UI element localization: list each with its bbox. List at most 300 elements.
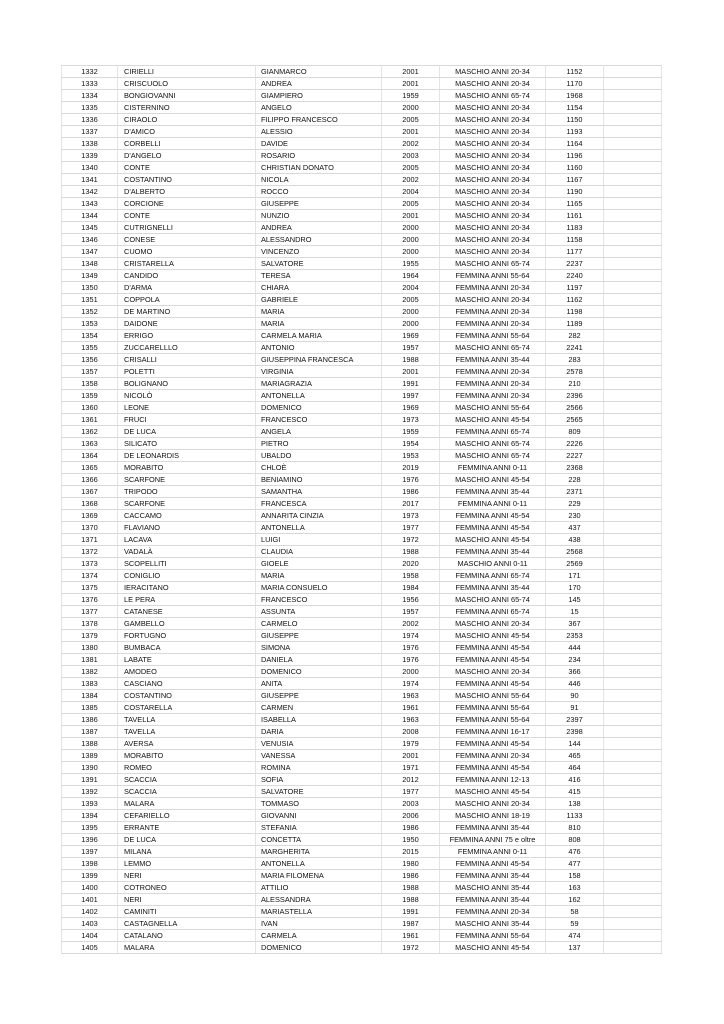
surname-cell: FLAVIANO: [118, 522, 256, 534]
first-name-cell: SOFIA: [256, 774, 382, 786]
birth-year-cell: 2001: [382, 126, 440, 138]
surname-cell: LACAVA: [118, 534, 256, 546]
empty-cell: [604, 834, 662, 846]
empty-cell: [604, 174, 662, 186]
empty-cell: [604, 738, 662, 750]
first-name-cell: TOMMASO: [256, 798, 382, 810]
row-number-cell: 1370: [62, 522, 118, 534]
birth-year-cell: 2019: [382, 462, 440, 474]
category-cell: MASCHIO ANNI 55-64: [440, 402, 546, 414]
birth-year-cell: 2001: [382, 210, 440, 222]
table-row: [62, 714, 662, 726]
table-row: [62, 330, 662, 342]
category-cell: MASCHIO ANNI 20-34: [440, 234, 546, 246]
table-row: [62, 594, 662, 606]
birth-year-cell: 2005: [382, 162, 440, 174]
row-number-cell: 1334: [62, 90, 118, 102]
row-number-cell: 1365: [62, 462, 118, 474]
first-name-cell: DAVIDE: [256, 138, 382, 150]
surname-cell: CONIGLIO: [118, 570, 256, 582]
table-row: [62, 486, 662, 498]
table-row: [62, 198, 662, 210]
row-number-cell: 1343: [62, 198, 118, 210]
first-name-cell: PIETRO: [256, 438, 382, 450]
birth-year-cell: 1986: [382, 822, 440, 834]
birth-year-cell: 2004: [382, 282, 440, 294]
first-name-cell: MARIASTELLA: [256, 906, 382, 918]
code-cell: 2568: [546, 546, 604, 558]
birth-year-cell: 1991: [382, 906, 440, 918]
row-number-cell: 1344: [62, 210, 118, 222]
code-cell: 210: [546, 378, 604, 390]
first-name-cell: ANITA: [256, 678, 382, 690]
birth-year-cell: 1959: [382, 90, 440, 102]
code-cell: 446: [546, 678, 604, 690]
row-number-cell: 1349: [62, 270, 118, 282]
empty-cell: [604, 666, 662, 678]
code-cell: 2396: [546, 390, 604, 402]
table-row: [62, 774, 662, 786]
birth-year-cell: 1955: [382, 258, 440, 270]
code-cell: 808: [546, 834, 604, 846]
empty-cell: [604, 570, 662, 582]
table-row: [62, 162, 662, 174]
empty-cell: [604, 858, 662, 870]
category-cell: FEMMINA ANNI 45-54: [440, 738, 546, 750]
birth-year-cell: 2001: [382, 750, 440, 762]
empty-cell: [604, 162, 662, 174]
empty-cell: [604, 102, 662, 114]
row-number-cell: 1385: [62, 702, 118, 714]
code-cell: 438: [546, 534, 604, 546]
first-name-cell: CONCETTA: [256, 834, 382, 846]
table-row: [62, 606, 662, 618]
code-cell: 59: [546, 918, 604, 930]
surname-cell: CORBELLI: [118, 138, 256, 150]
row-number-cell: 1382: [62, 666, 118, 678]
table-row: [62, 654, 662, 666]
surname-cell: CIRAOLO: [118, 114, 256, 126]
category-cell: MASCHIO ANNI 20-34: [440, 222, 546, 234]
first-name-cell: UBALDO: [256, 450, 382, 462]
first-name-cell: DOMENICO: [256, 402, 382, 414]
row-number-cell: 1337: [62, 126, 118, 138]
surname-cell: CRISTARELLA: [118, 258, 256, 270]
empty-cell: [604, 450, 662, 462]
first-name-cell: MARIA FILOMENA: [256, 870, 382, 882]
birth-year-cell: 2001: [382, 78, 440, 90]
surname-cell: CANDIDO: [118, 270, 256, 282]
birth-year-cell: 1986: [382, 870, 440, 882]
row-number-cell: 1336: [62, 114, 118, 126]
category-cell: MASCHIO ANNI 35-44: [440, 882, 546, 894]
first-name-cell: FRANCESCO: [256, 414, 382, 426]
first-name-cell: VIRGINIA: [256, 366, 382, 378]
row-number-cell: 1387: [62, 726, 118, 738]
empty-cell: [604, 186, 662, 198]
row-number-cell: 1405: [62, 942, 118, 954]
birth-year-cell: 1958: [382, 570, 440, 582]
birth-year-cell: 2002: [382, 174, 440, 186]
first-name-cell: SAMANTHA: [256, 486, 382, 498]
code-cell: 228: [546, 474, 604, 486]
empty-cell: [604, 366, 662, 378]
surname-cell: GAMBELLO: [118, 618, 256, 630]
category-cell: MASCHIO ANNI 18-19: [440, 810, 546, 822]
code-cell: 2237: [546, 258, 604, 270]
birth-year-cell: 1984: [382, 582, 440, 594]
birth-year-cell: 1977: [382, 522, 440, 534]
row-number-cell: 1371: [62, 534, 118, 546]
category-cell: MASCHIO ANNI 65-74: [440, 90, 546, 102]
surname-cell: D'ARMA: [118, 282, 256, 294]
category-cell: FEMMINA ANNI 35-44: [440, 546, 546, 558]
empty-cell: [604, 222, 662, 234]
category-cell: FEMMINA ANNI 35-44: [440, 354, 546, 366]
row-number-cell: 1350: [62, 282, 118, 294]
birth-year-cell: 2008: [382, 726, 440, 738]
birth-year-cell: 2001: [382, 366, 440, 378]
first-name-cell: VENUSIA: [256, 738, 382, 750]
table-row: [62, 390, 662, 402]
empty-cell: [604, 546, 662, 558]
birth-year-cell: 1974: [382, 630, 440, 642]
table-row: [62, 870, 662, 882]
surname-cell: TRIPODO: [118, 486, 256, 498]
surname-cell: D'ALBERTO: [118, 186, 256, 198]
code-cell: 1150: [546, 114, 604, 126]
empty-cell: [604, 534, 662, 546]
code-cell: 809: [546, 426, 604, 438]
category-cell: MASCHIO ANNI 20-34: [440, 198, 546, 210]
first-name-cell: GIOVANNI: [256, 810, 382, 822]
empty-cell: [604, 294, 662, 306]
category-cell: FEMMINA ANNI 55-64: [440, 270, 546, 282]
empty-cell: [604, 390, 662, 402]
code-cell: 474: [546, 930, 604, 942]
surname-cell: BONGIOVANNI: [118, 90, 256, 102]
code-cell: 1198: [546, 306, 604, 318]
first-name-cell: GIUSEPPINA FRANCESCA: [256, 354, 382, 366]
category-cell: MASCHIO ANNI 20-34: [440, 186, 546, 198]
code-cell: 1193: [546, 126, 604, 138]
row-number-cell: 1401: [62, 894, 118, 906]
birth-year-cell: 1961: [382, 930, 440, 942]
surname-cell: CATALANO: [118, 930, 256, 942]
first-name-cell: GIUSEPPE: [256, 690, 382, 702]
surname-cell: CONTE: [118, 210, 256, 222]
empty-cell: [604, 114, 662, 126]
surname-cell: SCARFONE: [118, 474, 256, 486]
table-row: [62, 174, 662, 186]
surname-cell: AVERSA: [118, 738, 256, 750]
surname-cell: CONTE: [118, 162, 256, 174]
category-cell: MASCHIO ANNI 45-54: [440, 474, 546, 486]
category-cell: MASCHIO ANNI 20-34: [440, 294, 546, 306]
birth-year-cell: 2000: [382, 222, 440, 234]
row-number-cell: 1402: [62, 906, 118, 918]
table-row: [62, 102, 662, 114]
empty-cell: [604, 462, 662, 474]
row-number-cell: 1346: [62, 234, 118, 246]
table-row: [62, 78, 662, 90]
category-cell: MASCHIO ANNI 45-54: [440, 942, 546, 954]
first-name-cell: VINCENZO: [256, 246, 382, 258]
surname-cell: DE LUCA: [118, 834, 256, 846]
birth-year-cell: 1953: [382, 450, 440, 462]
surname-cell: SCOPELLITI: [118, 558, 256, 570]
table-row: [62, 702, 662, 714]
row-number-cell: 1364: [62, 450, 118, 462]
table-row: [62, 342, 662, 354]
table-row: [62, 222, 662, 234]
birth-year-cell: 1976: [382, 474, 440, 486]
code-cell: 464: [546, 762, 604, 774]
code-cell: 162: [546, 894, 604, 906]
code-cell: 477: [546, 858, 604, 870]
surname-cell: CACCAMO: [118, 510, 256, 522]
empty-cell: [604, 894, 662, 906]
first-name-cell: LUIGI: [256, 534, 382, 546]
row-number-cell: 1395: [62, 822, 118, 834]
first-name-cell: CHRISTIAN DONATO: [256, 162, 382, 174]
registration-table: [61, 65, 662, 954]
empty-cell: [604, 678, 662, 690]
category-cell: MASCHIO ANNI 65-74: [440, 594, 546, 606]
surname-cell: DE LEONARDIS: [118, 450, 256, 462]
category-cell: FEMMINA ANNI 0-11: [440, 498, 546, 510]
category-cell: FEMMINA ANNI 35-44: [440, 582, 546, 594]
category-cell: MASCHIO ANNI 20-34: [440, 102, 546, 114]
birth-year-cell: 2003: [382, 150, 440, 162]
birth-year-cell: 1973: [382, 510, 440, 522]
birth-year-cell: 1988: [382, 882, 440, 894]
code-cell: 2353: [546, 630, 604, 642]
row-number-cell: 1359: [62, 390, 118, 402]
empty-cell: [604, 246, 662, 258]
empty-cell: [604, 474, 662, 486]
surname-cell: TAVELLA: [118, 726, 256, 738]
surname-cell: AMODEO: [118, 666, 256, 678]
empty-cell: [604, 750, 662, 762]
table-row: [62, 246, 662, 258]
surname-cell: MORABITO: [118, 750, 256, 762]
birth-year-cell: 2003: [382, 798, 440, 810]
category-cell: MASCHIO ANNI 20-34: [440, 210, 546, 222]
surname-cell: CASCIANO: [118, 678, 256, 690]
code-cell: 2398: [546, 726, 604, 738]
surname-cell: D'ANGELO: [118, 150, 256, 162]
table-row: [62, 522, 662, 534]
first-name-cell: FRANCESCA: [256, 498, 382, 510]
code-cell: 163: [546, 882, 604, 894]
empty-cell: [604, 90, 662, 102]
category-cell: MASCHIO ANNI 20-34: [440, 114, 546, 126]
table-row: [62, 798, 662, 810]
row-number-cell: 1388: [62, 738, 118, 750]
table-row: [62, 582, 662, 594]
empty-cell: [604, 618, 662, 630]
category-cell: FEMMINA ANNI 75 e oltre: [440, 834, 546, 846]
table-row: [62, 750, 662, 762]
empty-cell: [604, 510, 662, 522]
surname-cell: COTRONEO: [118, 882, 256, 894]
code-cell: 2397: [546, 714, 604, 726]
table-row: [62, 834, 662, 846]
code-cell: 1183: [546, 222, 604, 234]
first-name-cell: DARIA: [256, 726, 382, 738]
empty-cell: [604, 378, 662, 390]
surname-cell: CAMINITI: [118, 906, 256, 918]
birth-year-cell: 1980: [382, 858, 440, 870]
code-cell: 1161: [546, 210, 604, 222]
empty-cell: [604, 930, 662, 942]
code-cell: 1162: [546, 294, 604, 306]
table-row: [62, 138, 662, 150]
birth-year-cell: 1976: [382, 642, 440, 654]
birth-year-cell: 1959: [382, 426, 440, 438]
category-cell: FEMMINA ANNI 45-54: [440, 510, 546, 522]
birth-year-cell: 1969: [382, 402, 440, 414]
row-number-cell: 1377: [62, 606, 118, 618]
category-cell: FEMMINA ANNI 55-64: [440, 714, 546, 726]
code-cell: 234: [546, 654, 604, 666]
empty-cell: [604, 402, 662, 414]
birth-year-cell: 2002: [382, 618, 440, 630]
first-name-cell: DANIELA: [256, 654, 382, 666]
first-name-cell: ANDREA: [256, 222, 382, 234]
surname-cell: FORTUGNO: [118, 630, 256, 642]
surname-cell: CASTAGNELLA: [118, 918, 256, 930]
first-name-cell: ANTONELLA: [256, 522, 382, 534]
row-number-cell: 1367: [62, 486, 118, 498]
table-row: [62, 294, 662, 306]
row-number-cell: 1394: [62, 810, 118, 822]
empty-cell: [604, 150, 662, 162]
surname-cell: CATANESE: [118, 606, 256, 618]
table-row: [62, 210, 662, 222]
surname-cell: CISTERNINO: [118, 102, 256, 114]
birth-year-cell: 1988: [382, 546, 440, 558]
code-cell: 415: [546, 786, 604, 798]
row-number-cell: 1366: [62, 474, 118, 486]
code-cell: 1197: [546, 282, 604, 294]
birth-year-cell: 2001: [382, 66, 440, 78]
birth-year-cell: 2004: [382, 186, 440, 198]
table-row: [62, 150, 662, 162]
birth-year-cell: 1991: [382, 378, 440, 390]
table-row: [62, 366, 662, 378]
empty-cell: [604, 594, 662, 606]
row-number-cell: 1380: [62, 642, 118, 654]
empty-cell: [604, 630, 662, 642]
code-cell: 366: [546, 666, 604, 678]
birth-year-cell: 2012: [382, 774, 440, 786]
category-cell: FEMMINA ANNI 65-74: [440, 426, 546, 438]
surname-cell: MORABITO: [118, 462, 256, 474]
first-name-cell: SIMONA: [256, 642, 382, 654]
birth-year-cell: 1973: [382, 414, 440, 426]
category-cell: MASCHIO ANNI 20-34: [440, 246, 546, 258]
empty-cell: [604, 354, 662, 366]
table-row: [62, 858, 662, 870]
table-row: [62, 318, 662, 330]
category-cell: MASCHIO ANNI 55-64: [440, 690, 546, 702]
surname-cell: BUMBACA: [118, 642, 256, 654]
code-cell: 2226: [546, 438, 604, 450]
row-number-cell: 1379: [62, 630, 118, 642]
empty-cell: [604, 414, 662, 426]
empty-cell: [604, 798, 662, 810]
table-row: [62, 690, 662, 702]
first-name-cell: ATTILIO: [256, 882, 382, 894]
table-row: [62, 426, 662, 438]
table-row: [62, 114, 662, 126]
empty-cell: [604, 282, 662, 294]
birth-year-cell: 1957: [382, 342, 440, 354]
code-cell: 416: [546, 774, 604, 786]
category-cell: MASCHIO ANNI 0-11: [440, 558, 546, 570]
empty-cell: [604, 342, 662, 354]
code-cell: 170: [546, 582, 604, 594]
category-cell: MASCHIO ANNI 45-54: [440, 414, 546, 426]
row-number-cell: 1345: [62, 222, 118, 234]
first-name-cell: FRANCESCO: [256, 594, 382, 606]
table-row: [62, 354, 662, 366]
first-name-cell: MARIA: [256, 306, 382, 318]
code-cell: 2565: [546, 414, 604, 426]
table-row: [62, 498, 662, 510]
surname-cell: MILANA: [118, 846, 256, 858]
category-cell: MASCHIO ANNI 65-74: [440, 450, 546, 462]
category-cell: FEMMINA ANNI 65-74: [440, 570, 546, 582]
first-name-cell: MARIA: [256, 318, 382, 330]
code-cell: 1154: [546, 102, 604, 114]
code-cell: 171: [546, 570, 604, 582]
category-cell: MASCHIO ANNI 20-34: [440, 126, 546, 138]
category-cell: MASCHIO ANNI 65-74: [440, 438, 546, 450]
category-cell: FEMMINA ANNI 35-44: [440, 870, 546, 882]
empty-cell: [604, 126, 662, 138]
surname-cell: CUOMO: [118, 246, 256, 258]
birth-year-cell: 1963: [382, 714, 440, 726]
row-number-cell: 1363: [62, 438, 118, 450]
empty-cell: [604, 138, 662, 150]
row-number-cell: 1342: [62, 186, 118, 198]
category-cell: FEMMINA ANNI 35-44: [440, 486, 546, 498]
code-cell: 144: [546, 738, 604, 750]
birth-year-cell: 1988: [382, 894, 440, 906]
row-number-cell: 1372: [62, 546, 118, 558]
surname-cell: CORCIONE: [118, 198, 256, 210]
first-name-cell: CARMEN: [256, 702, 382, 714]
table-row: [62, 414, 662, 426]
category-cell: FEMMINA ANNI 20-34: [440, 750, 546, 762]
row-number-cell: 1396: [62, 834, 118, 846]
code-cell: 2368: [546, 462, 604, 474]
first-name-cell: NUNZIO: [256, 210, 382, 222]
first-name-cell: ROMINA: [256, 762, 382, 774]
first-name-cell: ANGELO: [256, 102, 382, 114]
surname-cell: ROMEO: [118, 762, 256, 774]
empty-cell: [604, 846, 662, 858]
first-name-cell: GIANMARCO: [256, 66, 382, 78]
row-number-cell: 1333: [62, 78, 118, 90]
table-row: [62, 894, 662, 906]
table-row: [62, 546, 662, 558]
first-name-cell: ISABELLA: [256, 714, 382, 726]
category-cell: FEMMINA ANNI 55-64: [440, 330, 546, 342]
